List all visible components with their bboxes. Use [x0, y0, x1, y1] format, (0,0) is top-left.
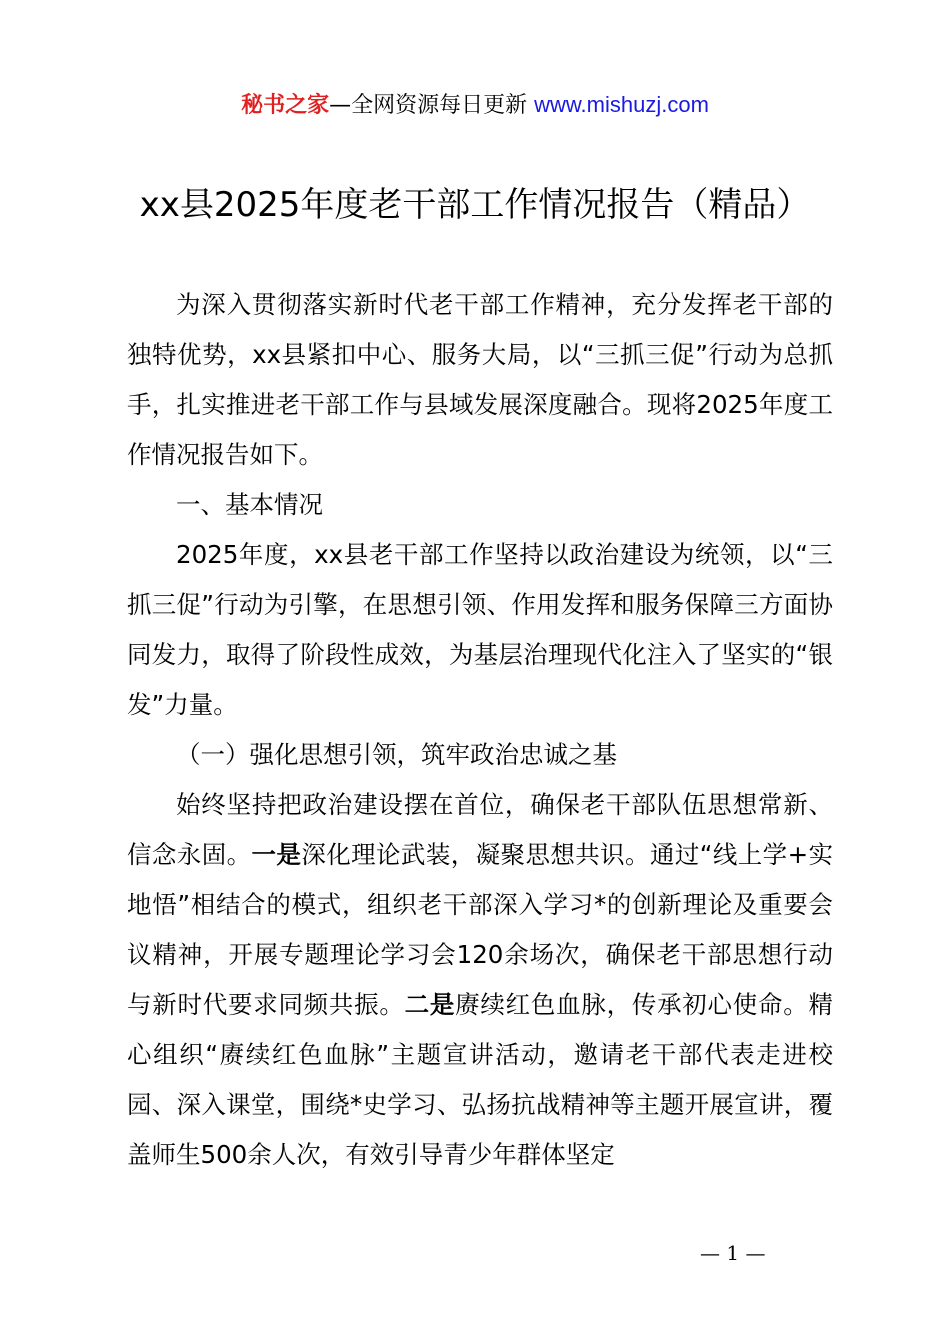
subsection-1-text-b: 深化理论武装，凝聚思想共识。通过“线上学+实地悟”相结合的模式，组织老干部深入学习*的创新理论及重要会议精神，开展专题理论学习会120余场次，确保老干部思想行动与新时代要求同频共振。 [127, 840, 833, 1019]
subsection-1-paragraph [127, 780, 833, 1180]
brand-name: 秘书之家 [241, 93, 330, 118]
subsection-1-text-c: 赓续红色血脉，传承初心使命。精心组织“赓续红色血脉”主题宣讲活动，邀请老干部代表走进校园、深入课堂，围绕*史学习、弘扬抗战精神等主题开展宣讲，覆盖师生500余人次，有效引导青少年群体坚定 [127, 990, 834, 1169]
section-heading-basic: 一、基本情况 [176, 490, 323, 519]
point-two-label: 二是 [404, 990, 456, 1019]
page-number: — 1 — [700, 1241, 766, 1265]
point-one-label: 一是 [251, 840, 302, 869]
site-url-link[interactable]: www.mishuzj.com [534, 92, 709, 117]
header-slogan: —全网资源每日更新 [329, 93, 535, 118]
site-header [0, 88, 950, 123]
document-title: xx县2025年度老干部工作情况报告（精品） [139, 185, 811, 225]
subsection-1-text-a: 始终坚持把政治建设摆在首位，确保老干部队伍思想常新、信念永固。 [127, 790, 833, 869]
intro-paragraph: 为深入贯彻落实新时代老干部工作精神，充分发挥老干部的独特优势，xx县紧扣中心、服务大局，以“三抓三促”行动为总抓手，扎实推进老干部工作与县域发展深度融合。现将2025年度工作情况报告如下。 [127, 290, 833, 469]
subsection-heading-1: （一）强化思想引领，筑牢政治忠诚之基 [176, 740, 617, 769]
document-body [127, 280, 833, 1180]
basic-situation-paragraph: 2025年度，xx县老干部工作坚持以政治建设为统领，以“三抓三促”行动为引擎，在思想引领、作用发挥和服务保障三方面协同发力，取得了阶段性成效，为基层治理现代化注入了坚实的“银发”力量。 [127, 540, 833, 719]
